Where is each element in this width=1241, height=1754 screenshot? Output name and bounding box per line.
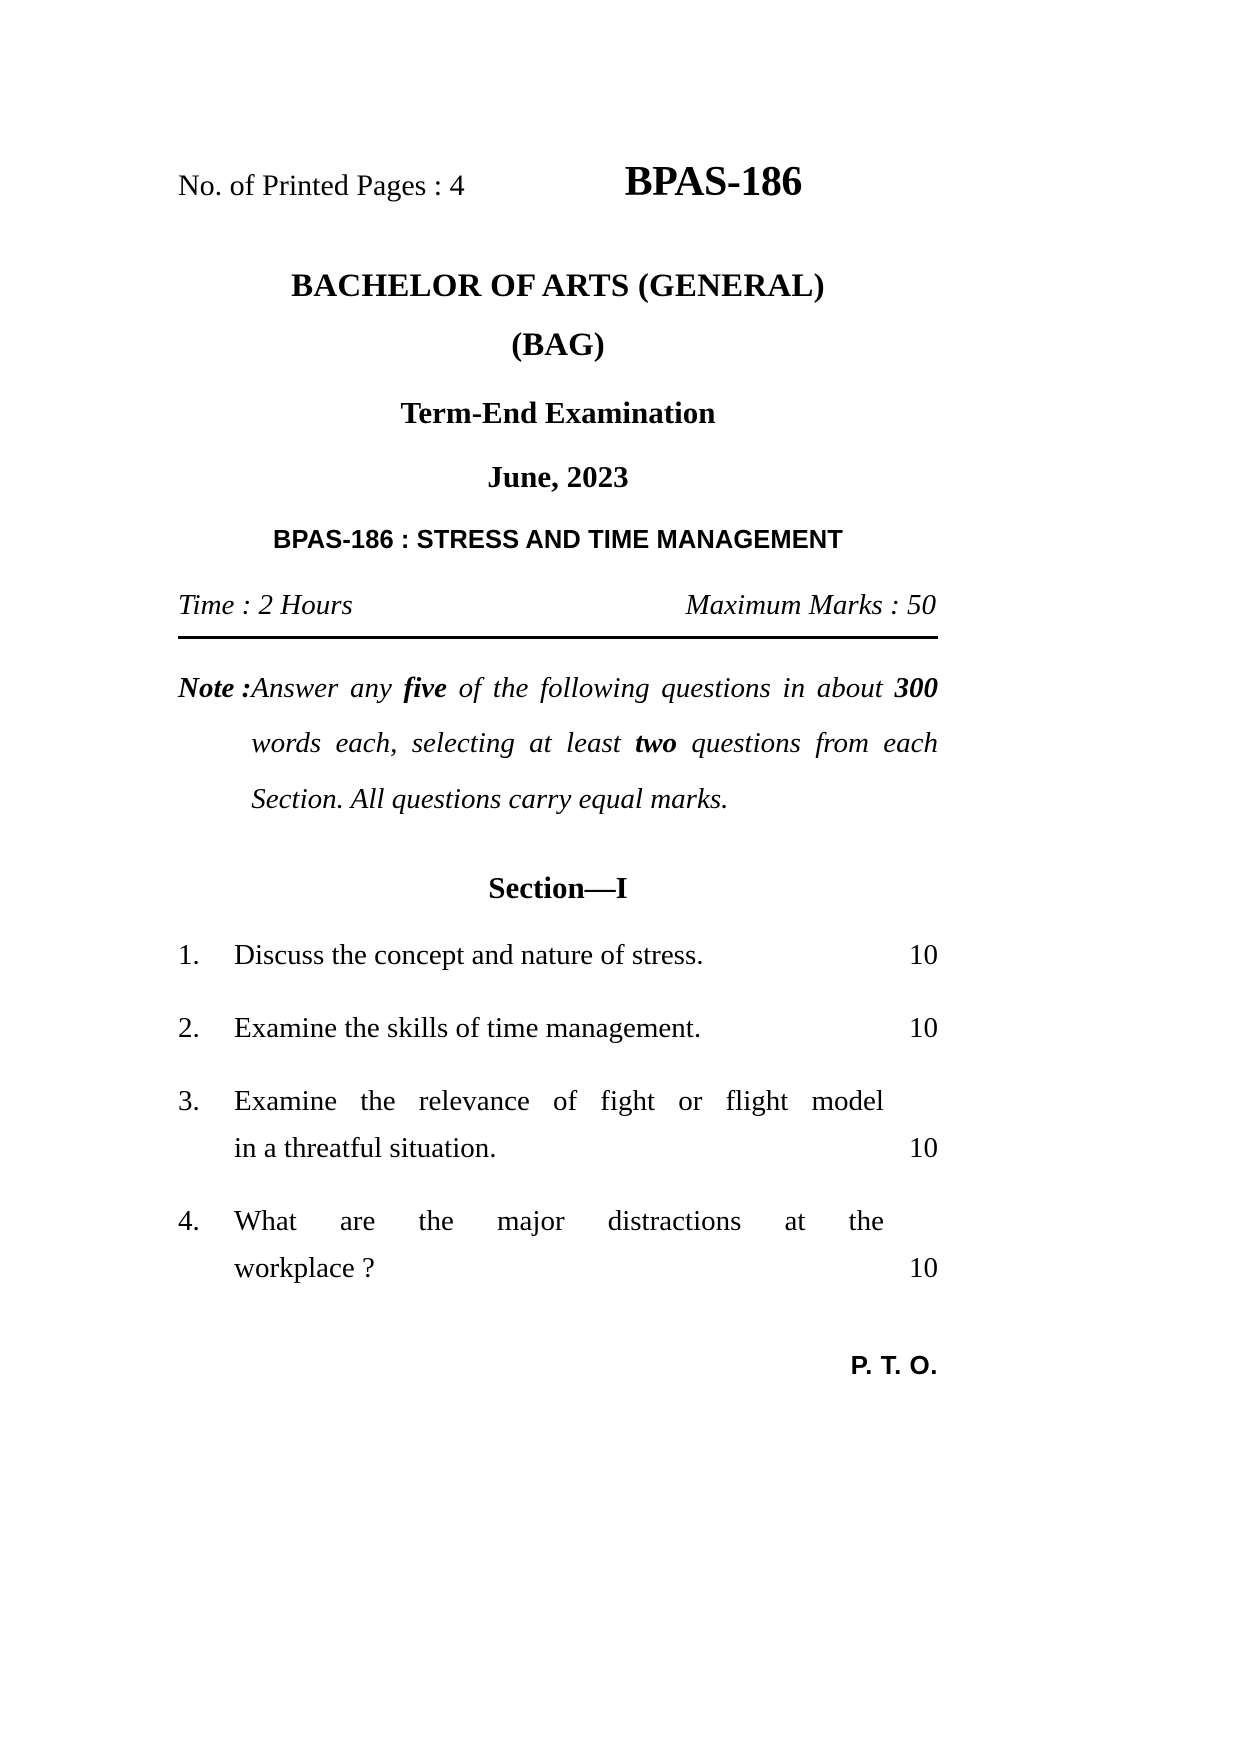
- page-header: [178, 158, 938, 212]
- note-fragment: Answer any: [251, 671, 404, 704]
- question-body: [234, 932, 938, 979]
- maximum-marks: Maximum Marks : 50: [685, 588, 936, 621]
- question-number: 4.: [178, 1204, 200, 1237]
- printed-pages-label: No. of Printed Pages : 4: [178, 169, 465, 202]
- examination-session: June, 2023: [487, 459, 629, 495]
- note-fragment: questions from each Section. All questions carry equal marks.: [251, 727, 939, 816]
- page-turn-over-label: P. T. O.: [850, 1349, 938, 1380]
- exam-meta-row: [178, 589, 938, 622]
- question-text: Discuss the concept and nature of stress.: [234, 938, 704, 971]
- question-marks: 10: [909, 938, 938, 971]
- degree-title: BACHELOR OF ARTS (GENERAL): [291, 268, 825, 304]
- note-emphasis: 300: [894, 671, 939, 704]
- sections-container: [178, 870, 938, 1292]
- horizontal-divider: [178, 636, 938, 639]
- question-text: What are the major distractions at the: [234, 1204, 884, 1237]
- course-title: BPAS-186 : STRESS AND TIME MANAGEMENT: [273, 523, 843, 554]
- question-number: 1.: [178, 938, 200, 971]
- note-text: [251, 661, 938, 828]
- question-line: [234, 1125, 938, 1172]
- question-line: [234, 1198, 938, 1245]
- question-line: [234, 932, 938, 979]
- section-heading: Section—I: [488, 869, 628, 905]
- question-item: [178, 932, 938, 979]
- question-item: [178, 1078, 938, 1172]
- question-text: in a threatful situation.: [234, 1131, 497, 1164]
- note-emphasis: two: [635, 727, 678, 760]
- note-block: [178, 661, 938, 828]
- question-item: [178, 1005, 938, 1052]
- question-number: 2.: [178, 1011, 200, 1044]
- question-marks: 10: [909, 1131, 938, 1164]
- question-line: [234, 1078, 938, 1125]
- question-marks: 10: [909, 1251, 938, 1284]
- note-fragment: of the following questions in about: [447, 671, 895, 704]
- paper-code: BPAS-186: [624, 159, 802, 205]
- examination-type: Term-End Examination: [400, 395, 716, 431]
- question-text: workplace ?: [234, 1251, 375, 1284]
- page-content: [178, 0, 938, 1381]
- note-fragment: words each, selecting at least: [251, 727, 636, 760]
- note-emphasis: five: [403, 671, 447, 704]
- note-label: Note :: [178, 671, 252, 704]
- question-text: Examine the skills of time management.: [234, 1011, 702, 1044]
- question-body: [234, 1005, 938, 1052]
- question-text: Examine the relevance of fight or flight model: [234, 1084, 884, 1117]
- question-body: [234, 1078, 938, 1172]
- question-body: [234, 1198, 938, 1292]
- question-marks: 10: [909, 1011, 938, 1044]
- degree-abbreviation: (BAG): [511, 326, 605, 363]
- question-number: 3.: [178, 1084, 200, 1117]
- question-item: [178, 1198, 938, 1292]
- question-line: [234, 1005, 938, 1052]
- title-block: [178, 264, 938, 555]
- question-line: [234, 1245, 938, 1292]
- time-allowed: Time : 2 Hours: [178, 588, 353, 621]
